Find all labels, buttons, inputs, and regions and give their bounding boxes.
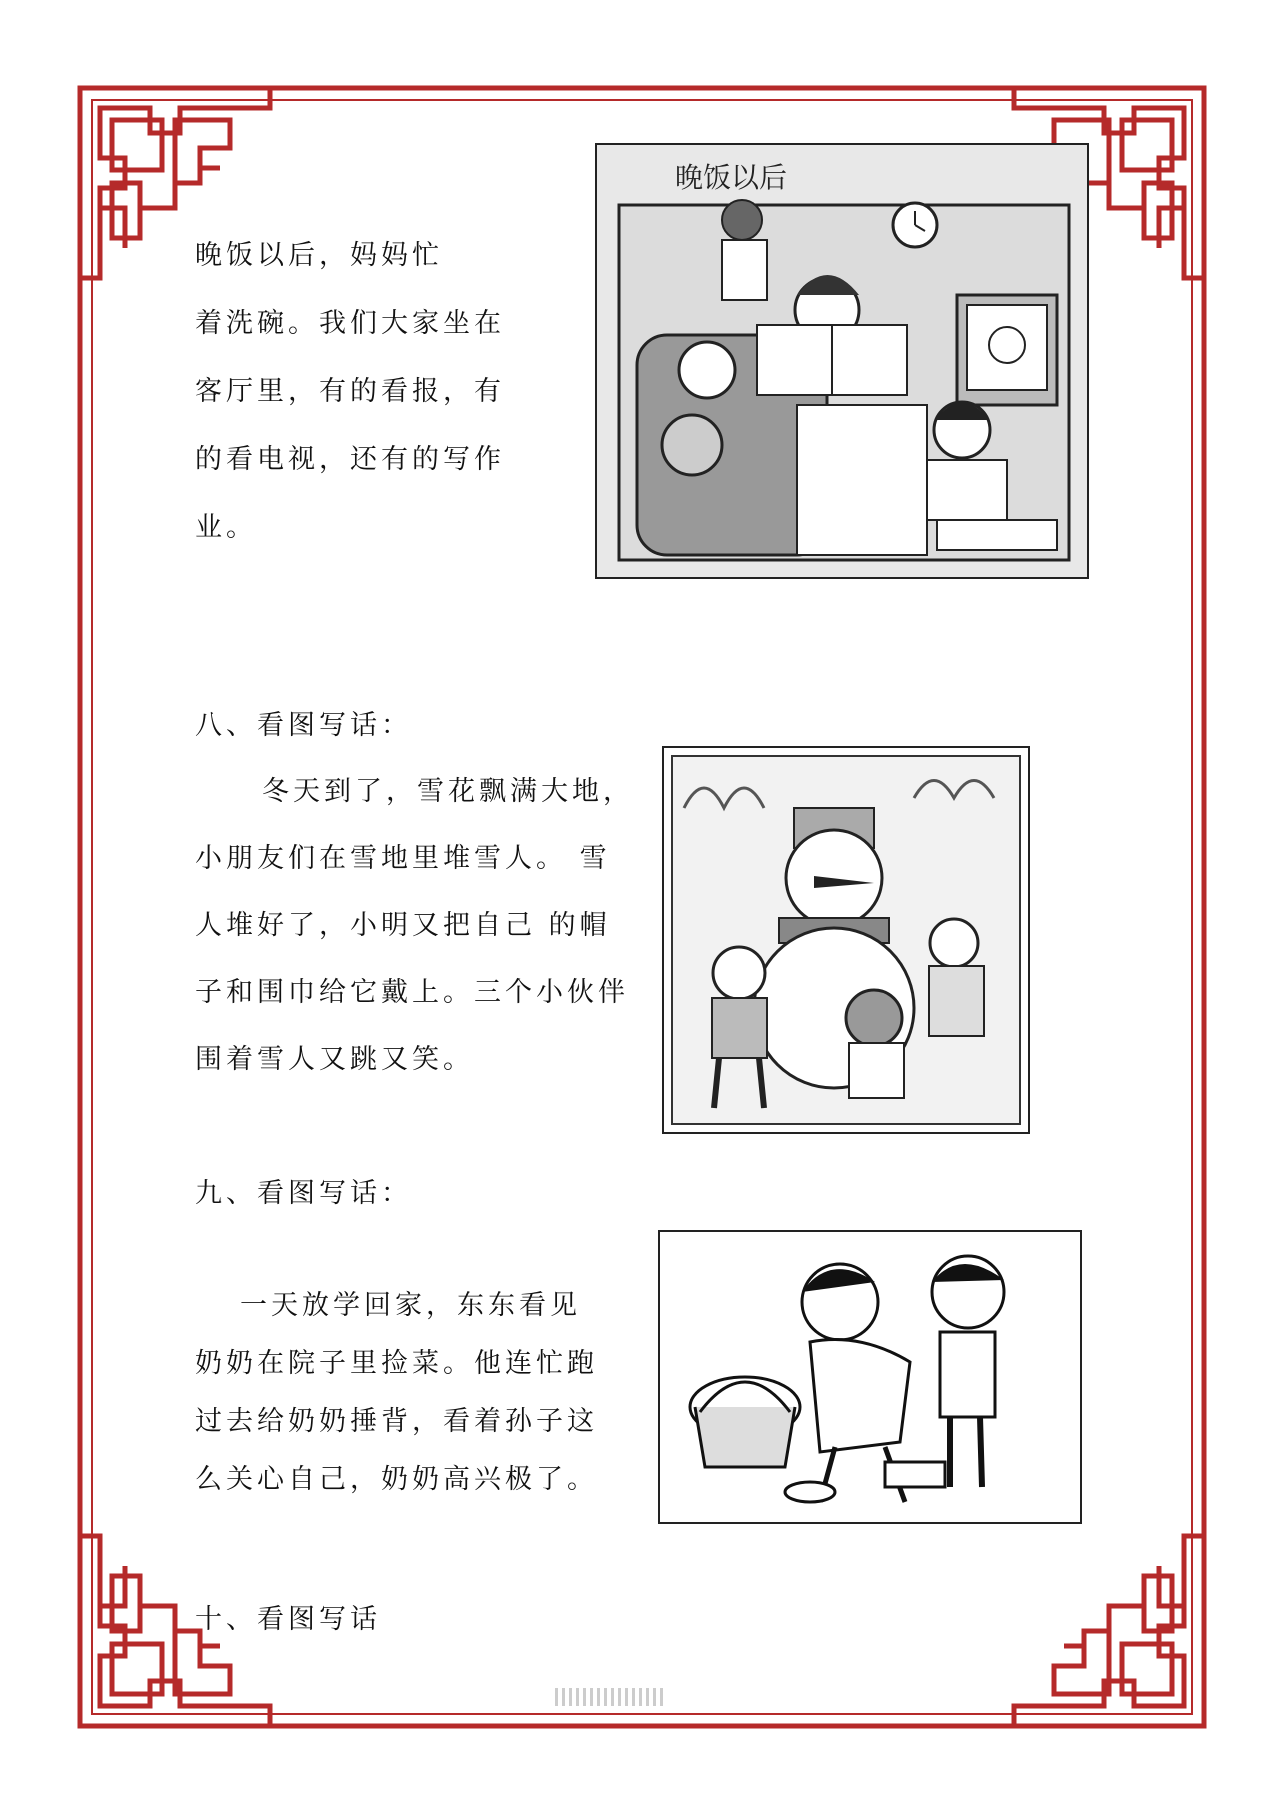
text-line: 么关心自己，奶奶高兴极了。 (195, 1464, 598, 1495)
text-line: 奶奶在院子里捡菜。他连忙跑 (195, 1348, 598, 1379)
grandma-scene-drawing (660, 1232, 1080, 1522)
section-heading-8: 八、看图写话： (195, 710, 412, 741)
illustration-snowman (662, 746, 1030, 1134)
text-line: 围着雪人又跳又笑。 (195, 1044, 474, 1075)
text-line: 冬天到了，雪花飘满大地， (262, 776, 634, 807)
text-line: 过去给奶奶捶背，看着孙子这 (195, 1406, 598, 1437)
text-line: 一天放学回家，东东看见 (240, 1290, 581, 1321)
text-line: 小朋友们在雪地里堆雪人。 雪 (195, 843, 611, 874)
scan-mark-decoration (555, 1688, 663, 1706)
text-line: 的看电视，还有的写作 (195, 444, 505, 475)
family-scene-drawing (597, 145, 1087, 577)
text-line: 子和围巾给它戴上。三个小伙伴 (195, 977, 629, 1008)
snowman-scene-drawing (664, 748, 1028, 1132)
text-line: 客厅里，有的看报，有 (195, 376, 505, 407)
text-line: 人堆好了，小明又把自己 的帽 (195, 910, 611, 941)
text-line: 晚饭以后，妈妈忙 (195, 240, 443, 271)
illustration-grandma-grandson (658, 1230, 1082, 1524)
text-line: 着洗碗。我们大家坐在 (195, 308, 505, 339)
section-heading-9: 九、看图写话： (195, 1178, 412, 1209)
text-line: 业。 (195, 512, 257, 543)
picture-title: 晚饭以后 (675, 162, 788, 193)
section-heading-10: 十、看图写话 (195, 1604, 381, 1635)
illustration-family-after-dinner (595, 143, 1089, 579)
